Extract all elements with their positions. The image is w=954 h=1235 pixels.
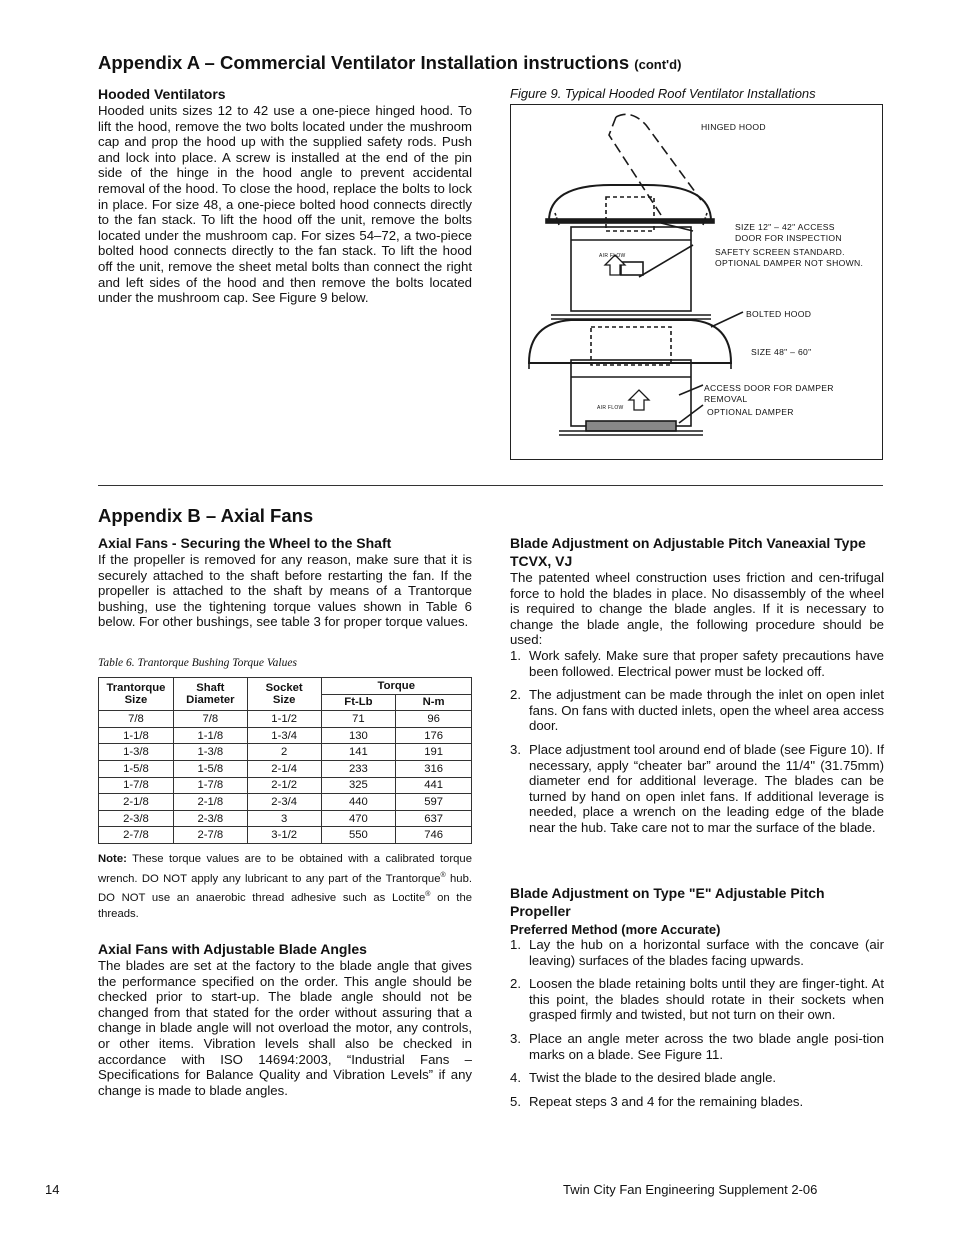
header-ft-lb: Ft-Lb: [321, 694, 396, 711]
table-6-caption: Table 6. Trantorque Bushing Torque Values: [98, 657, 297, 669]
figure-9-drawing: [511, 105, 882, 459]
header-text: Socket: [265, 682, 303, 695]
list-item: [510, 687, 884, 734]
vaneaxial-steps: [510, 648, 884, 836]
header-text: Size: [124, 694, 148, 707]
table-row: [99, 810, 472, 827]
table-cell: 3: [247, 810, 321, 827]
label-optional-damper: OPTIONAL DAMPER: [707, 407, 794, 417]
step-number: 3.: [510, 741, 521, 757]
table-cell: 2-3/4: [247, 794, 321, 811]
torque-table-body: [99, 711, 472, 844]
step-number: 5.: [510, 1093, 521, 1109]
table-cell: 2-7/8: [173, 827, 247, 844]
header-trantorque-size: [99, 678, 174, 711]
table-cell: 2-1/8: [173, 794, 247, 811]
list-item: [510, 648, 884, 679]
hooded-ventilators-section: [98, 85, 472, 306]
securing-heading: Axial Fans - Securing the Wheel to the Shaft: [98, 535, 392, 551]
securing-body: If the propeller is removed for any reason, make sure that it is securely attached to the shaft before restarting the fan. If the propeller is attached to the shaft by means of a Trantorque bushing, use the tightening torque values shown in Table 6 below. For other bushings, see table 3 for proper torque values.: [98, 552, 472, 630]
step-number: 2.: [510, 976, 521, 992]
label-air-flow-lower: AIR FLOW: [597, 405, 624, 411]
table-cell: 440: [321, 794, 396, 811]
step-number: 1.: [510, 647, 521, 663]
table-cell: 1-7/8: [173, 777, 247, 794]
figure-9: [510, 104, 883, 460]
list-item: [510, 1070, 884, 1086]
header-text: Shaft: [196, 682, 225, 695]
label-size-access-2: DOOR FOR INSPECTION: [735, 233, 842, 243]
label-air-flow-upper: AIR FLOW: [599, 253, 626, 259]
label-safety-2: OPTIONAL DAMPER NOT SHOWN.: [715, 258, 864, 268]
step-text: Place an angle meter across the two blade angle posi-tion marks on a blade. See Figure 11.: [529, 1030, 884, 1062]
step-text: The adjustment can be made through the inlet on open inlet fans. On fans with ducted inlets, open the wheel area access door.: [529, 687, 884, 734]
note-part-2: hub. DO NOT use an anaerobic thread adhesive such as Loctite: [98, 872, 472, 905]
vaneaxial-heading: Blade Adjustment on Adjustable Pitch Vaneaxial Type TCVX, VJ: [510, 535, 866, 569]
table-row: [99, 794, 472, 811]
type-e-heading: Blade Adjustment on Type "E" Adjustable Pitch Propeller: [510, 885, 825, 919]
securing-section: [98, 534, 472, 630]
step-text: Lay the hub on a horizontal surface with the concave (air leaving) surfaces of the blades facing upwards.: [529, 937, 884, 968]
step-number: 2.: [510, 687, 521, 703]
list-item: [510, 1031, 884, 1062]
table-cell: 2-3/8: [173, 810, 247, 827]
header-shaft-diameter: [173, 678, 247, 711]
registered-mark: ®: [440, 871, 446, 879]
table-cell: 470: [321, 810, 396, 827]
table-cell: 1-1/2: [247, 711, 321, 728]
table-row: [99, 760, 472, 777]
note-text: [98, 852, 472, 923]
adjustable-heading: Axial Fans with Adjustable Blade Angles: [98, 941, 367, 957]
section-divider: [98, 485, 883, 486]
note-part-3: on the threads.: [98, 892, 473, 920]
header-torque: Torque: [321, 678, 471, 695]
step-text: Work safely. Make sure that proper safety precautions have been followed. Electrical power must be locked off.: [529, 647, 884, 679]
label-size-access-1: SIZE 12" – 42" ACCESS: [735, 222, 835, 232]
adjustable-body: The blades are set at the factory to the blade angle that gives the performance specified on the order. This angle should be checked prior to start-up. The blade angle should not be changed from that stated for the order without assuring that a change in blade angle will not overload the motor, any controls, or other items. Vibration levels shall also be checked in accordance with ISO 14694:2003, “Industrial Fans – Specifications for Balance Quality and Vibration Levels” if any change is made to blade angles.: [98, 958, 472, 1098]
appendix-a-title-text: Appendix A – Commercial Ventilator Installation instructions: [98, 52, 630, 73]
table-cell: 2-1/2: [247, 777, 321, 794]
table-note: [98, 852, 472, 923]
note-label: Note:: [98, 853, 127, 865]
step-text: Loosen the blade retaining bolts until they are finger-tight. At this point, the blades should rotate in their sockets when grasped firmly and twisted, but not turn on their own.: [529, 976, 884, 1023]
table-row: [99, 711, 472, 728]
table-cell: 746: [396, 827, 472, 844]
table-cell: 233: [321, 760, 396, 777]
step-number: 4.: [510, 1070, 521, 1086]
hooded-ventilators-body: Hooded units sizes 12 to 42 use a one-piece hinged hood. To lift the hood, remove the two bolts located under the mushroom cap and prop the hood up with the supplied safety rods. Push and lock into place. A screw is installed at the end of the pin side of the hinge in the hood angle to prevent accidental removal of the hood. To close the hood, replace the bolts to lock in place. For size 48, a one-piece bolted hood connects directly to the fan stack. To lift the hood off the unit, remove the bolts located under the mushroom cap. For sizes 54–72, a two-piece bolted hood connects directly to the fan stack. To lift the hood off the unit, remove the sheet metal bolts than connect the right and left sides of the hood and then remove the bolts located under the mushroom cap. See Figure 9 below.: [98, 103, 472, 306]
table-cell: 1-7/8: [99, 777, 174, 794]
table-cell: 130: [321, 727, 396, 744]
table-cell: 1-3/8: [99, 744, 174, 761]
table-row: [99, 744, 472, 761]
page-number: 14: [45, 1182, 60, 1197]
label-size-48: SIZE 48" – 60": [751, 347, 812, 357]
header-text: Trantorque: [106, 682, 166, 695]
list-item: [510, 1094, 884, 1110]
table-cell: 1-3/8: [173, 744, 247, 761]
type-e-steps: [510, 937, 884, 1109]
label-access-damper-1: ACCESS DOOR FOR DAMPER: [704, 383, 834, 393]
torque-table: [98, 677, 472, 844]
header-text: Diameter: [186, 694, 235, 707]
table-cell: 637: [396, 810, 472, 827]
table-row: [99, 827, 472, 844]
vaneaxial-section: [510, 534, 884, 836]
table-cell: 71: [321, 711, 396, 728]
table-cell: 2-3/8: [99, 810, 174, 827]
table-cell: 2-1/8: [99, 794, 174, 811]
table-cell: 191: [396, 744, 472, 761]
table-cell: 597: [396, 794, 472, 811]
header-n-m: N-m: [396, 694, 472, 711]
table-cell: 7/8: [173, 711, 247, 728]
label-access-damper-2: REMOVAL: [704, 394, 748, 404]
table-cell: 7/8: [99, 711, 174, 728]
table-cell: 2: [247, 744, 321, 761]
figure-9-caption: Figure 9. Typical Hooded Roof Ventilator Installations: [510, 86, 816, 101]
step-number: 1.: [510, 937, 521, 952]
appendix-a-title: [98, 52, 681, 74]
label-safety-1: SAFETY SCREEN STANDARD.: [715, 247, 845, 257]
table-cell: 441: [396, 777, 472, 794]
table-cell: 1-1/8: [173, 727, 247, 744]
list-item: [510, 742, 884, 836]
table-cell: 3-1/2: [247, 827, 321, 844]
list-item: [510, 937, 884, 968]
step-text: Repeat steps 3 and 4 for the remaining blades.: [529, 1093, 804, 1109]
registered-mark: ®: [425, 891, 431, 899]
table-cell: 325: [321, 777, 396, 794]
table-row: [99, 727, 472, 744]
footer-publication: Twin City Fan Engineering Supplement 2-06: [563, 1182, 818, 1197]
header-text: Size: [272, 694, 296, 707]
label-hinged-hood: HINGED HOOD: [701, 122, 766, 132]
table-cell: 1-5/8: [99, 760, 174, 777]
table-6: [98, 677, 472, 844]
table-cell: 2-7/8: [99, 827, 174, 844]
adjustable-section: [98, 940, 472, 1098]
vaneaxial-body: The patented wheel construction uses friction and cen-trifugal force to hold the blades in place. No disassembly of the wheel is required to change the blade angles. If it is necessary to change the blade angle, the following procedure should be used:: [510, 570, 884, 648]
table-cell: 96: [396, 711, 472, 728]
table-cell: 2-1/4: [247, 760, 321, 777]
table-cell: 1-1/8: [99, 727, 174, 744]
list-item: [510, 976, 884, 1023]
hooded-ventilators-heading: Hooded Ventilators: [98, 86, 226, 102]
table-cell: 550: [321, 827, 396, 844]
appendix-a-title-suffix: (cont'd): [634, 57, 682, 72]
table-cell: 1-5/8: [173, 760, 247, 777]
step-text: Twist the blade to the desired blade angle.: [529, 1070, 777, 1086]
table-row: [99, 777, 472, 794]
table-cell: 316: [396, 760, 472, 777]
note-part-1: These torque values are to be obtained with a calibrated torque wrench. DO NOT apply any lubricant to any part of the Trantorque: [98, 853, 472, 885]
step-text: Place adjustment tool around end of blade (see Figure 10). If necessary, apply “cheater bar” around the 11/4" (31.75mm) diameter end for additional leverage. The blades can be turned by hand on open inlet fans. If additional leverage is needed, place a wrench on the leading edge of the blade near the hub. Take care not to mar the surface of the blade.: [529, 741, 884, 835]
table-cell: 141: [321, 744, 396, 761]
type-e-subheading: Preferred Method (more Accurate): [510, 922, 721, 937]
header-socket-size: [247, 678, 321, 711]
table-cell: 1-3/4: [247, 727, 321, 744]
table-cell: 176: [396, 727, 472, 744]
label-bolted-hood: BOLTED HOOD: [746, 309, 812, 319]
step-number: 3.: [510, 1030, 521, 1046]
appendix-b-title: Appendix B – Axial Fans: [98, 505, 314, 526]
type-e-section: [510, 884, 884, 1109]
